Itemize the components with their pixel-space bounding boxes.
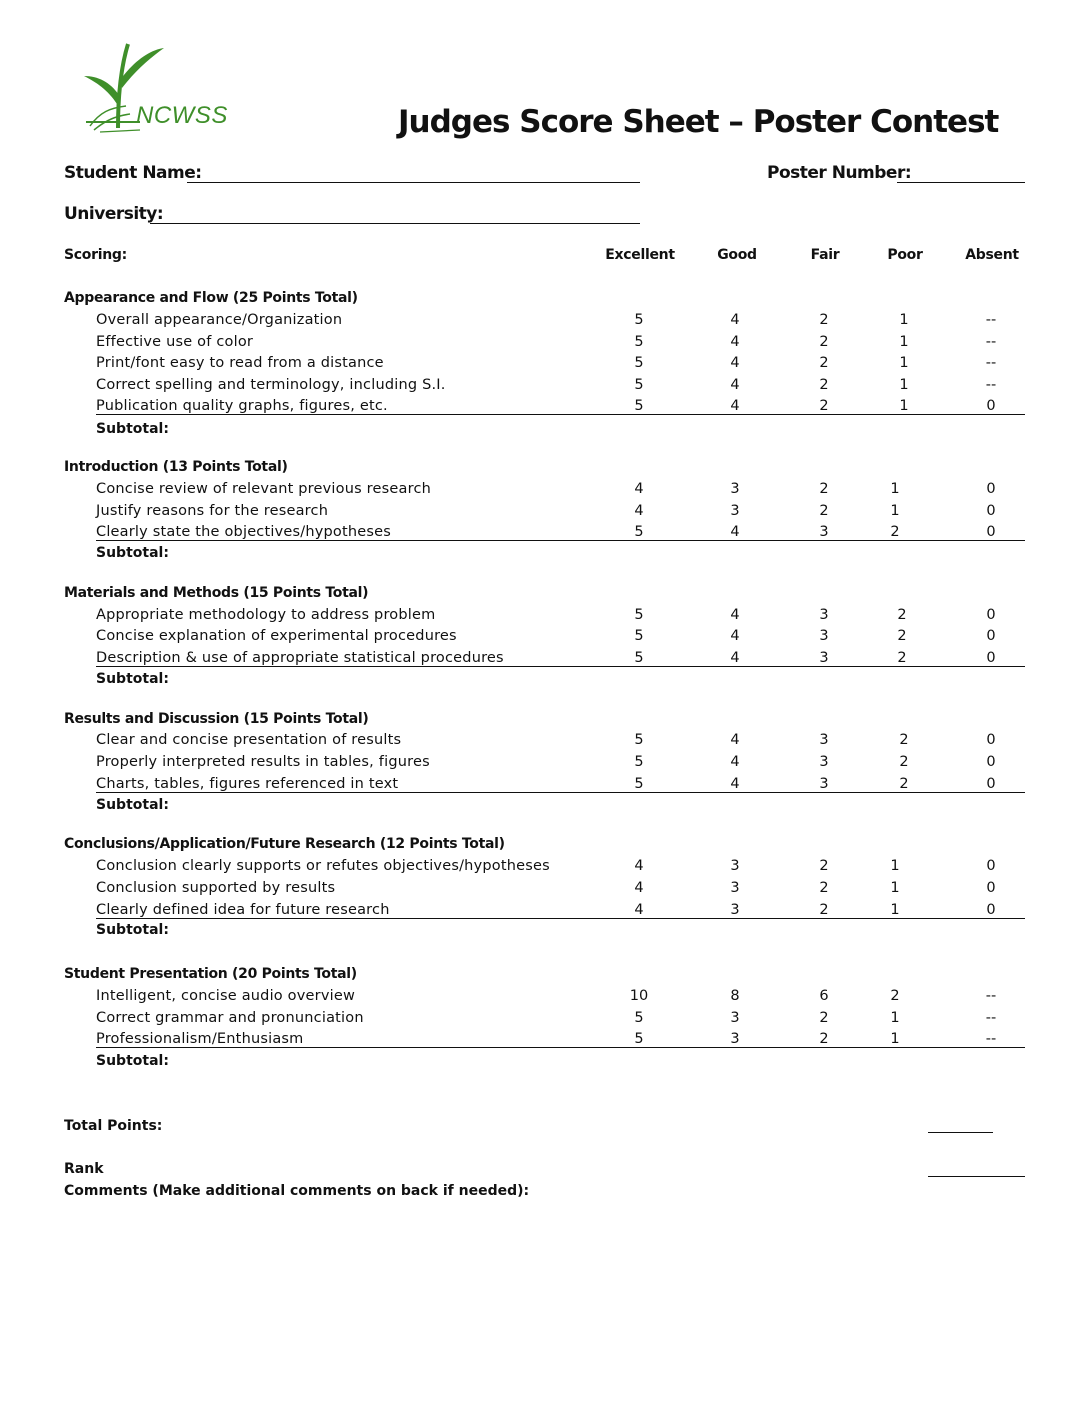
score-poor: 1 — [899, 377, 909, 393]
score-fair: 3 — [819, 650, 829, 666]
score-fair: 2 — [819, 1010, 829, 1026]
col-good: Good — [717, 247, 757, 263]
score-poor: 1 — [899, 334, 909, 350]
score-absent: 0 — [986, 524, 996, 540]
criterion-label: Clearly defined idea for future research — [96, 902, 390, 918]
score-excellent: 4 — [634, 880, 644, 896]
score-excellent: 5 — [634, 398, 644, 414]
comments-label: Comments (Make additional comments on back if needed): — [64, 1183, 530, 1199]
subtotal-label[interactable]: Subtotal: — [96, 421, 169, 437]
score-poor: 1 — [899, 398, 909, 414]
score-fair: 2 — [819, 1031, 829, 1047]
section-rule — [96, 792, 1025, 793]
criterion-label: Professionalism/Enthusiasm — [96, 1031, 304, 1047]
score-excellent: 5 — [634, 628, 644, 644]
logo-text: NCWSS — [136, 102, 228, 129]
col-excellent: Excellent — [605, 247, 675, 263]
score-good: 4 — [730, 650, 740, 666]
col-poor: Poor — [887, 247, 923, 263]
ncwss-logo — [80, 40, 240, 136]
criterion-label: Description & use of appropriate statistical procedures — [96, 650, 504, 666]
score-fair: 2 — [819, 902, 829, 918]
subtotal-label[interactable]: Subtotal: — [96, 1053, 169, 1069]
criterion-label: Properly interpreted results in tables, figures — [96, 754, 430, 770]
subtotal-label[interactable]: Subtotal: — [96, 922, 169, 938]
score-fair: 2 — [819, 334, 829, 350]
score-fair: 2 — [819, 312, 829, 328]
total-points-label: Total Points: — [64, 1118, 163, 1134]
rank-label: Rank — [64, 1161, 104, 1177]
score-good: 4 — [730, 334, 740, 350]
score-excellent: 5 — [634, 524, 644, 540]
score-fair: 2 — [819, 503, 829, 519]
section-title: Conclusions/Application/Future Research (12 Points Total) — [64, 836, 505, 852]
score-fair: 3 — [819, 732, 829, 748]
criterion-label: Justify reasons for the research — [96, 503, 329, 519]
page-title: Judges Score Sheet – Poster Contest — [398, 104, 999, 140]
score-excellent: 5 — [634, 732, 644, 748]
subtotal-label[interactable]: Subtotal: — [96, 671, 169, 687]
total-points-field[interactable] — [928, 1132, 993, 1133]
score-poor: 2 — [890, 524, 900, 540]
section-title: Results and Discussion (15 Points Total) — [64, 711, 369, 727]
criterion-label: Concise review of relevant previous research — [96, 481, 432, 497]
criterion-label: Clearly state the objectives/hypotheses — [96, 524, 392, 540]
score-fair: 2 — [819, 858, 829, 874]
score-poor: 1 — [899, 312, 909, 328]
section-title: Appearance and Flow (25 Points Total) — [64, 290, 358, 306]
col-absent: Absent — [965, 247, 1019, 263]
score-absent: -- — [985, 988, 997, 1004]
score-fair: 2 — [819, 481, 829, 497]
university-label: University: — [64, 204, 164, 224]
section-rule — [96, 1047, 1025, 1048]
score-good: 3 — [730, 481, 740, 497]
score-good: 4 — [730, 628, 740, 644]
score-good: 4 — [730, 776, 740, 792]
score-excellent: 5 — [634, 776, 644, 792]
score-poor: 1 — [899, 355, 909, 371]
criterion-label: Appropriate methodology to address problem — [96, 607, 436, 623]
score-absent: -- — [985, 334, 997, 350]
score-fair: 3 — [819, 607, 829, 623]
score-absent: 0 — [986, 481, 996, 497]
score-excellent: 5 — [634, 334, 644, 350]
score-absent: 0 — [986, 503, 996, 519]
score-absent: 0 — [986, 732, 996, 748]
score-excellent: 5 — [634, 754, 644, 770]
score-poor: 2 — [890, 988, 900, 1004]
university-field[interactable] — [150, 223, 640, 224]
score-excellent: 5 — [634, 355, 644, 371]
score-poor: 1 — [890, 880, 900, 896]
student-name-field[interactable] — [187, 182, 640, 183]
score-good: 4 — [730, 377, 740, 393]
score-absent: 0 — [986, 398, 996, 414]
score-absent: 0 — [986, 650, 996, 666]
criterion-label: Conclusion supported by results — [96, 880, 336, 896]
score-excellent: 4 — [634, 503, 644, 519]
score-fair: 3 — [819, 776, 829, 792]
score-good: 4 — [730, 312, 740, 328]
poster-number-label: Poster Number: — [767, 163, 912, 183]
student-name-label: Student Name: — [64, 163, 202, 183]
score-absent: -- — [985, 1010, 997, 1026]
score-absent: -- — [985, 377, 997, 393]
score-absent: -- — [985, 355, 997, 371]
criterion-label: Charts, tables, figures referenced in text — [96, 776, 399, 792]
section-rule — [96, 666, 1025, 667]
score-excellent: 4 — [634, 481, 644, 497]
score-absent: 0 — [986, 628, 996, 644]
score-excellent: 5 — [634, 607, 644, 623]
score-excellent: 5 — [634, 377, 644, 393]
score-poor: 1 — [890, 481, 900, 497]
subtotal-label[interactable]: Subtotal: — [96, 545, 169, 561]
criterion-label: Correct grammar and pronunciation — [96, 1010, 364, 1026]
score-poor: 1 — [890, 1031, 900, 1047]
score-poor: 1 — [890, 902, 900, 918]
criterion-label: Clear and concise presentation of results — [96, 732, 402, 748]
criterion-label: Overall appearance/Organization — [96, 312, 343, 328]
score-excellent: 4 — [634, 858, 644, 874]
criterion-label: Concise explanation of experimental procedures — [96, 628, 457, 644]
section-rule — [96, 918, 1025, 919]
score-absent: -- — [985, 312, 997, 328]
score-poor: 2 — [897, 628, 907, 644]
section-title: Student Presentation (20 Points Total) — [64, 966, 357, 982]
subtotal-label[interactable]: Subtotal: — [96, 797, 169, 813]
score-absent: 0 — [986, 607, 996, 623]
score-excellent: 5 — [634, 1031, 644, 1047]
score-fair: 2 — [819, 355, 829, 371]
criterion-label: Print/font easy to read from a distance — [96, 355, 384, 371]
score-good: 3 — [730, 880, 740, 896]
col-fair: Fair — [810, 247, 840, 263]
score-poor: 1 — [890, 1010, 900, 1026]
score-poor: 2 — [899, 754, 909, 770]
score-good: 3 — [730, 1031, 740, 1047]
score-good: 3 — [730, 902, 740, 918]
score-good: 4 — [730, 754, 740, 770]
score-absent: -- — [985, 1031, 997, 1047]
score-fair: 6 — [819, 988, 829, 1004]
score-poor: 1 — [890, 858, 900, 874]
score-poor: 2 — [897, 650, 907, 666]
score-excellent: 5 — [634, 312, 644, 328]
score-fair: 3 — [819, 524, 829, 540]
rank-field[interactable] — [928, 1176, 1025, 1177]
criterion-label: Correct spelling and terminology, including S.I. — [96, 377, 446, 393]
score-excellent: 5 — [634, 650, 644, 666]
score-absent: 0 — [986, 776, 996, 792]
score-poor: 2 — [897, 607, 907, 623]
score-absent: 0 — [986, 858, 996, 874]
section-title: Materials and Methods (15 Points Total) — [64, 585, 369, 601]
score-excellent: 4 — [634, 902, 644, 918]
score-good: 3 — [730, 1010, 740, 1026]
score-good: 4 — [730, 355, 740, 371]
score-excellent: 5 — [634, 1010, 644, 1026]
score-fair: 2 — [819, 377, 829, 393]
poster-number-field[interactable] — [897, 182, 1025, 183]
score-poor: 2 — [899, 732, 909, 748]
criterion-label: Publication quality graphs, figures, etc. — [96, 398, 388, 414]
criterion-label: Conclusion clearly supports or refutes objectives/hypotheses — [96, 858, 550, 874]
score-absent: 0 — [986, 902, 996, 918]
score-good: 8 — [730, 988, 740, 1004]
criterion-label: Effective use of color — [96, 334, 254, 350]
score-absent: 0 — [986, 754, 996, 770]
score-poor: 1 — [890, 503, 900, 519]
score-good: 3 — [730, 503, 740, 519]
score-excellent: 10 — [629, 988, 649, 1004]
section-rule — [96, 540, 1025, 541]
section-rule — [96, 414, 1025, 415]
section-title: Introduction (13 Points Total) — [64, 459, 288, 475]
score-fair: 2 — [819, 398, 829, 414]
score-fair: 3 — [819, 628, 829, 644]
score-good: 4 — [730, 732, 740, 748]
score-good: 4 — [730, 524, 740, 540]
scoring-label: Scoring: — [64, 247, 127, 263]
score-fair: 2 — [819, 880, 829, 896]
score-poor: 2 — [899, 776, 909, 792]
score-good: 4 — [730, 607, 740, 623]
score-absent: 0 — [986, 880, 996, 896]
criterion-label: Intelligent, concise audio overview — [96, 988, 356, 1004]
score-good: 4 — [730, 398, 740, 414]
score-fair: 3 — [819, 754, 829, 770]
score-good: 3 — [730, 858, 740, 874]
